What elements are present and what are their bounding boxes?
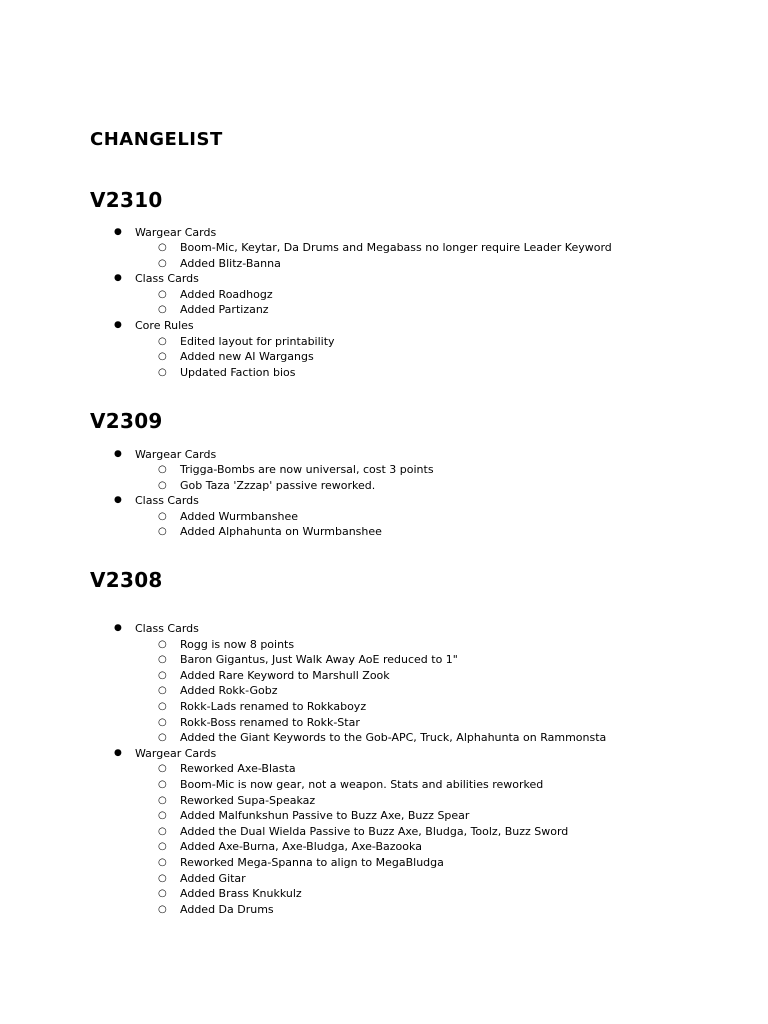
group-row	[0, 318, 612, 334]
bullet-list	[0, 621, 606, 917]
group-label: Wargear Cards	[135, 746, 217, 760]
sub-list	[0, 637, 606, 746]
item-text: Added Malfunkshun Passive to Buzz Axe, Buzz Spear	[180, 809, 470, 823]
hollow-bullet-icon: ○	[158, 526, 167, 538]
item-text: Trigga-Bombs are now universal, cost 3 points	[180, 463, 434, 477]
list-item	[0, 225, 612, 272]
list-item	[0, 668, 606, 684]
bullet-icon: ●	[114, 273, 122, 284]
hollow-bullet-icon: ○	[158, 810, 167, 822]
hollow-bullet-icon: ○	[158, 464, 167, 476]
item-text: Added Rokk-Gobz	[180, 684, 278, 698]
hollow-bullet-icon: ○	[158, 510, 167, 522]
list-item	[0, 808, 606, 824]
list-item	[0, 621, 606, 746]
hollow-bullet-icon: ○	[158, 763, 167, 775]
item-text: Added Alphahunta on Wurmbanshee	[180, 525, 382, 539]
bullet-icon: ●	[114, 226, 122, 237]
hollow-bullet-icon: ○	[158, 366, 167, 378]
hollow-bullet-icon: ○	[158, 669, 167, 681]
item-text: Boom-Mic, Keytar, Da Drums and Megabass no longer require Leader Keyword	[180, 241, 612, 255]
list-item	[0, 761, 606, 777]
list-item	[0, 699, 606, 715]
list-item	[0, 871, 606, 887]
hollow-bullet-icon: ○	[158, 732, 167, 744]
hollow-bullet-icon: ○	[158, 841, 167, 853]
sub-list	[0, 334, 612, 381]
item-text: Added new AI Wargangs	[180, 350, 314, 364]
bullet-list	[0, 447, 434, 541]
item-text: Rokk-Lads renamed to Rokkaboyz	[180, 699, 367, 713]
item-text: Added Brass Knukkulz	[180, 887, 302, 901]
hollow-bullet-icon: ○	[158, 872, 167, 884]
sub-list	[0, 287, 612, 318]
hollow-bullet-icon: ○	[158, 257, 167, 269]
list-item	[0, 524, 434, 540]
sub-list	[0, 761, 606, 917]
hollow-bullet-icon: ○	[158, 479, 167, 491]
item-text: Updated Faction bios	[180, 365, 296, 379]
group-label: Wargear Cards	[135, 447, 217, 461]
item-text: Added Partizanz	[180, 303, 269, 317]
list-item	[0, 715, 606, 731]
section-heading: V2308	[90, 568, 163, 592]
hollow-bullet-icon: ○	[158, 856, 167, 868]
item-text: Added Axe-Burna, Axe-Bludga, Axe-Bazooka	[180, 840, 422, 854]
hollow-bullet-icon: ○	[158, 825, 167, 837]
item-text: Reworked Supa-Speakaz	[180, 793, 316, 807]
sub-list	[0, 509, 434, 540]
group-label: Core Rules	[135, 319, 194, 333]
group-row	[0, 225, 612, 241]
list-item	[0, 777, 606, 793]
list-item	[0, 637, 606, 653]
hollow-bullet-icon: ○	[158, 654, 167, 666]
hollow-bullet-icon: ○	[158, 903, 167, 915]
hollow-bullet-icon: ○	[158, 794, 167, 806]
section-heading: V2310	[90, 188, 163, 212]
item-text: Rogg is now 8 points	[180, 637, 295, 651]
item-text: Boom-Mic is now gear, not a weapon. Stats and abilities reworked	[180, 777, 544, 791]
list-item	[0, 334, 612, 350]
list-item	[0, 839, 606, 855]
group-row	[0, 621, 606, 637]
hollow-bullet-icon: ○	[158, 304, 167, 316]
page-title: changelist	[90, 122, 223, 152]
bullet-icon: ●	[114, 623, 122, 633]
list-item	[0, 730, 606, 746]
list-item	[0, 493, 434, 540]
group-label: Class Cards	[135, 272, 199, 286]
list-item	[0, 746, 606, 918]
item-text: Added the Dual Wielda Passive to Buzz Axe, Bludga, Toolz, Buzz Sword	[180, 824, 569, 838]
list-item	[0, 509, 434, 525]
hollow-bullet-icon: ○	[158, 888, 167, 900]
item-text: Added the Giant Keywords to the Gob-APC, Truck, Alphahunta on Rammonsta	[180, 731, 607, 745]
hollow-bullet-icon: ○	[158, 778, 167, 790]
group-row	[0, 746, 606, 762]
hollow-bullet-icon: ○	[158, 335, 167, 347]
list-item	[0, 349, 612, 365]
list-item	[0, 652, 606, 668]
bullet-icon: ●	[114, 448, 122, 459]
sub-list	[0, 462, 434, 493]
hollow-bullet-icon: ○	[158, 685, 167, 697]
item-text: Added Rare Keyword to Marshull Zook	[180, 668, 390, 682]
bullet-list	[0, 225, 612, 381]
list-item	[0, 447, 434, 494]
list-item	[0, 271, 612, 318]
item-text: Added Gitar	[180, 871, 246, 885]
section-heading: V2309	[90, 409, 163, 433]
item-text: Rokk-Boss renamed to Rokk-Star	[180, 715, 360, 729]
list-item	[0, 793, 606, 809]
group-label: Class Cards	[135, 494, 199, 508]
list-item	[0, 902, 606, 918]
item-text: Reworked Mega-Spanna to align to MegaBludga	[180, 855, 444, 869]
bullet-icon: ●	[114, 495, 122, 506]
item-text: Baron Gigantus, Just Walk Away AoE reduced to 1"	[180, 653, 458, 667]
item-text: Added Da Drums	[180, 902, 274, 916]
list-item	[0, 287, 612, 303]
list-item	[0, 302, 612, 318]
list-item	[0, 824, 606, 840]
list-item	[0, 855, 606, 871]
group-row	[0, 493, 434, 509]
hollow-bullet-icon: ○	[158, 351, 167, 363]
group-label: Class Cards	[135, 622, 199, 635]
bullet-icon: ●	[114, 747, 122, 758]
group-label: Wargear Cards	[135, 225, 217, 239]
list-item	[0, 886, 606, 902]
list-item	[0, 365, 612, 381]
hollow-bullet-icon: ○	[158, 242, 167, 254]
list-item	[0, 240, 612, 256]
item-text: Reworked Axe-Blasta	[180, 762, 296, 776]
hollow-bullet-icon: ○	[158, 700, 167, 712]
group-row	[0, 447, 434, 463]
group-row	[0, 271, 612, 287]
list-item	[0, 462, 434, 478]
sub-list	[0, 240, 612, 271]
list-item	[0, 318, 612, 380]
list-item	[0, 478, 434, 494]
item-text: Added Roadhogz	[180, 287, 273, 301]
list-item	[0, 683, 606, 699]
item-text: Gob Taza 'Zzzap' passive reworked.	[180, 478, 376, 492]
bullet-icon: ●	[114, 320, 122, 331]
item-text: Edited layout for printability	[180, 334, 335, 348]
item-text: Added Blitz-Banna	[180, 256, 281, 270]
hollow-bullet-icon: ○	[158, 716, 167, 728]
item-text: Added Wurmbanshee	[180, 509, 298, 523]
hollow-bullet-icon: ○	[158, 288, 167, 300]
list-item	[0, 256, 612, 272]
hollow-bullet-icon: ○	[158, 638, 167, 650]
